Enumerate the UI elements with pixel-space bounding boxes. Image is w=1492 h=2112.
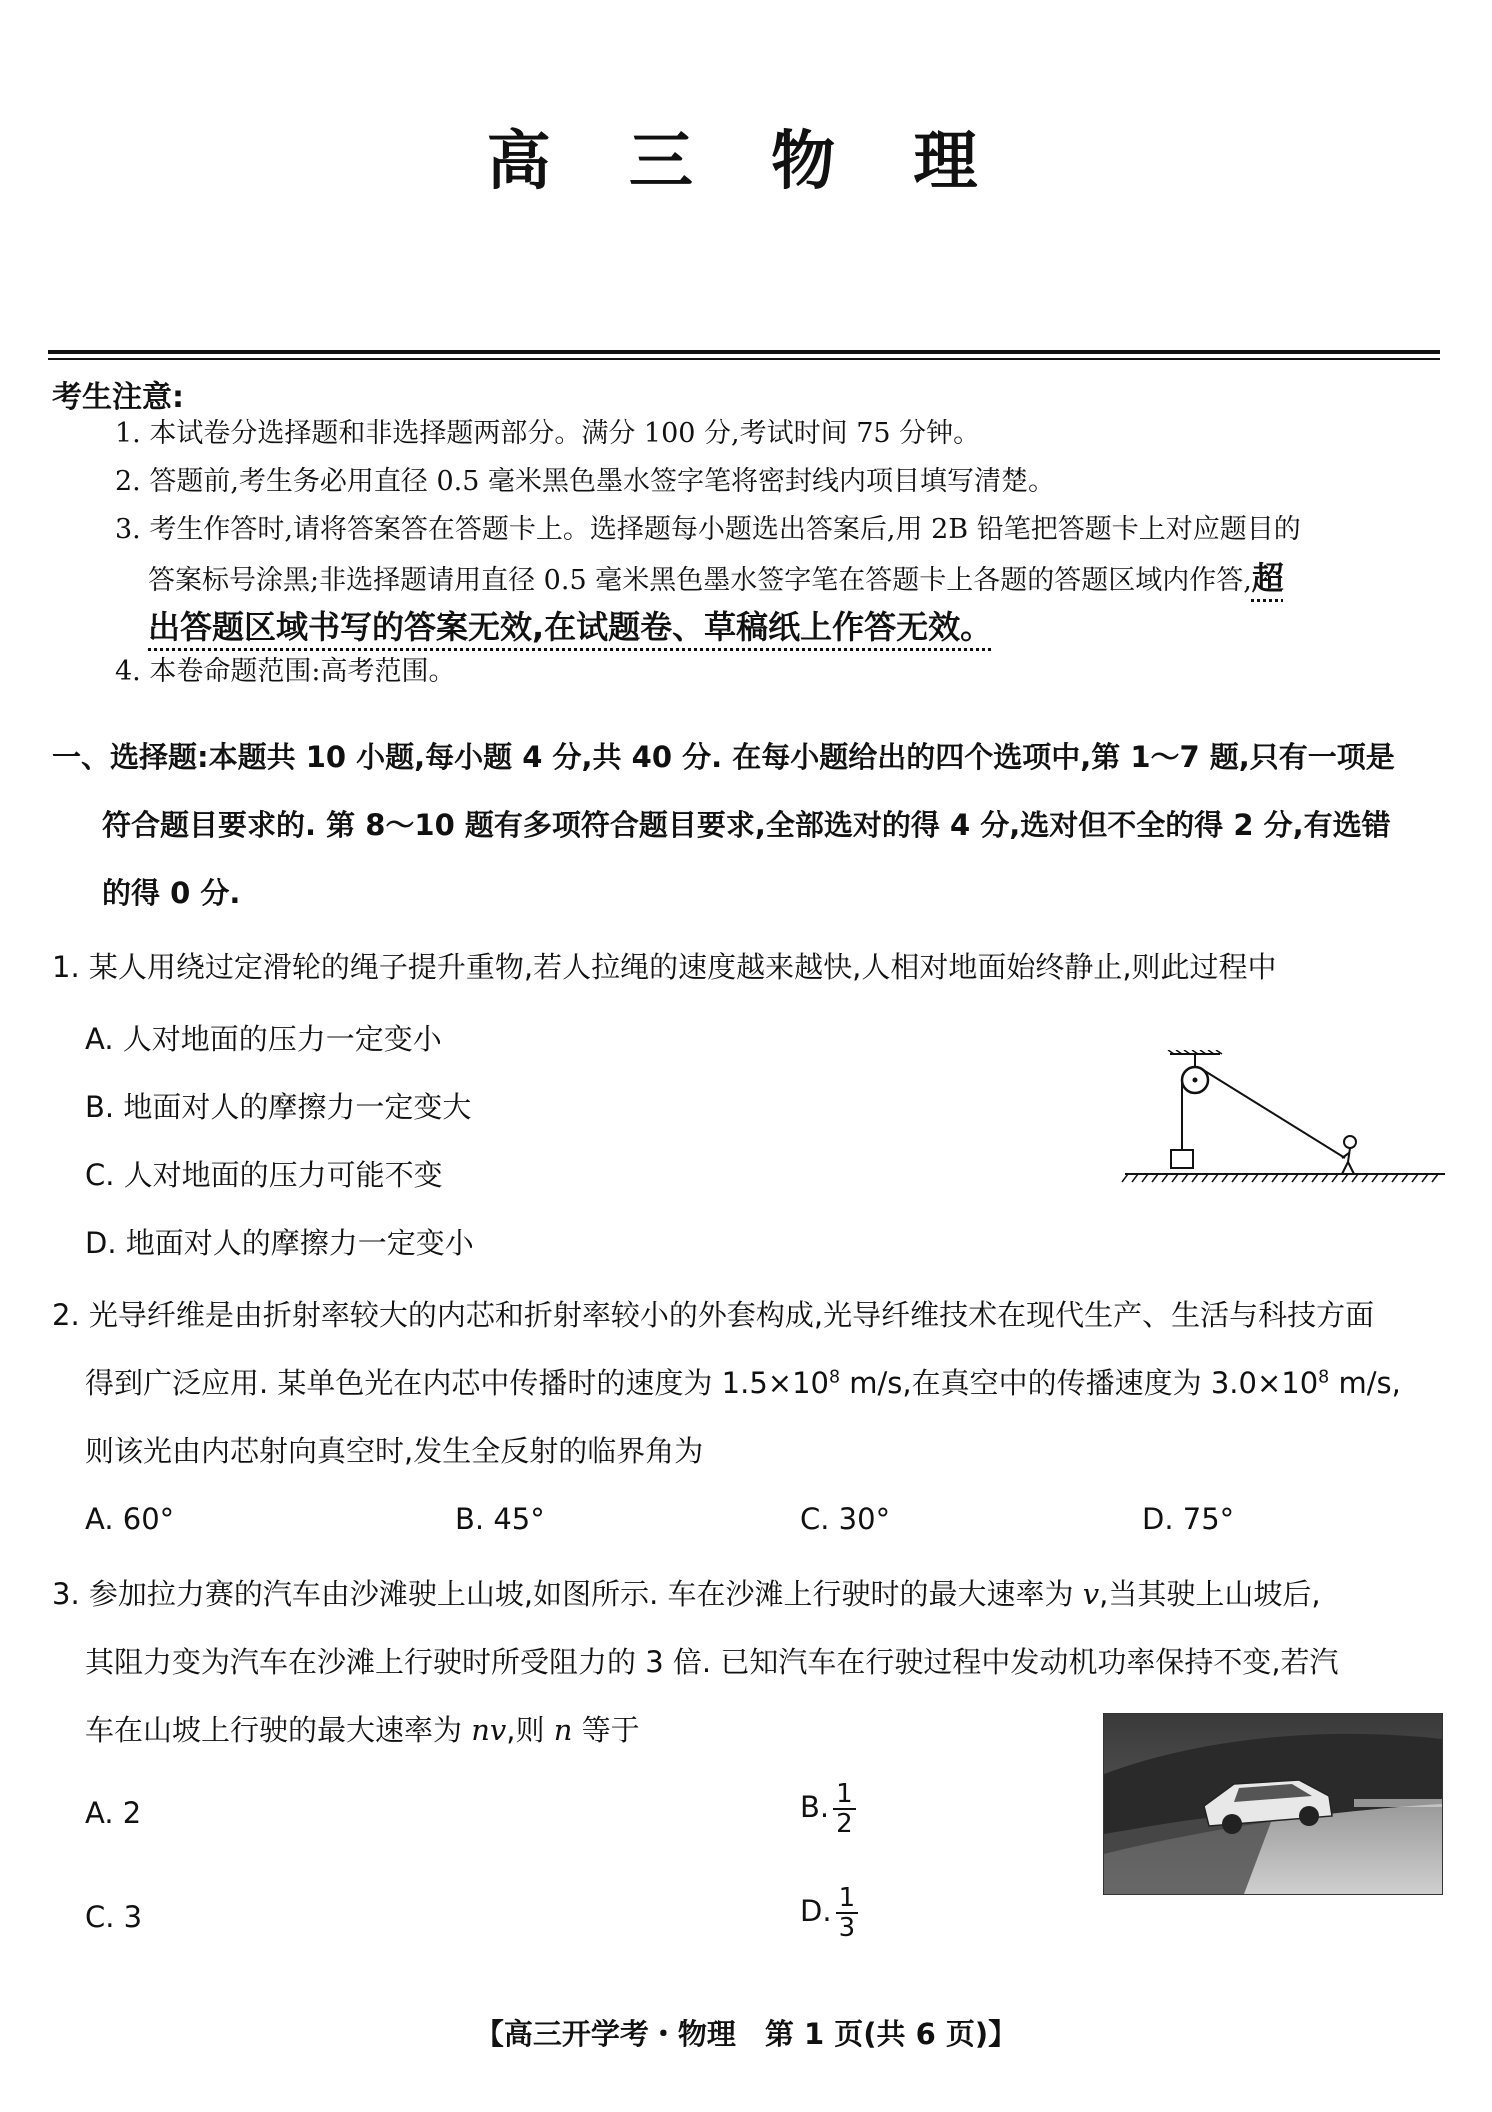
notice-item-2: 2. 答题前,考生务必用直径 0.5 毫米黑色墨水签字笔将密封线内项目填写清楚。: [115, 466, 1056, 497]
question-1-stem: 1. 某人用绕过定滑轮的绳子提升重物,若人拉绳的速度越来越快,人相对地面始终静止,则此过程中: [52, 950, 1277, 984]
header-rule-thin: [48, 358, 1440, 360]
notice-item-3-line-3: 出答题区域书写的答案无效,在试题卷、草稿纸上作答无效。: [148, 608, 993, 646]
question-3-option-d-label: D.: [800, 1894, 832, 1928]
notice-heading: 考生注意:: [52, 380, 184, 415]
question-3-line-1-part-b: ,当其驶上山坡后,: [1099, 1577, 1321, 1611]
question-3-var-v: v: [1082, 1577, 1100, 1611]
question-3-line-1-part-a: 3. 参加拉力赛的汽车由沙滩驶上山坡,如图所示. 车在沙滩上行驶时的最大速率为: [52, 1577, 1083, 1611]
notice-item-1: 1. 本试卷分选择题和非选择题两部分。满分 100 分,考试时间 75 分钟。: [115, 418, 981, 449]
fraction-denominator: 3: [838, 1913, 856, 1943]
question-3-line-3-part-a: 车在山坡上行驶的最大速率为: [85, 1713, 472, 1747]
fraction-denominator: 2: [836, 1809, 853, 1839]
fraction-numerator: 1: [836, 1884, 859, 1914]
question-3-option-d: [800, 1884, 858, 1942]
notice-item-3-line-2: [148, 554, 1284, 605]
fraction-numerator: 1: [833, 1780, 856, 1810]
pulley-diagram: [1120, 1050, 1450, 1190]
question-1-option-b: B. 地面对人的摩擦力一定变大: [85, 1090, 472, 1124]
notice-item-3-emphasis-start: 超: [1251, 559, 1284, 597]
question-1-option-c: C. 人对地面的压力可能不变: [85, 1158, 443, 1192]
question-3-line-2: 其阻力变为汽车在沙滩上行驶时所受阻力的 3 倍. 已知汽车在行驶过程中发动机功率保持不变,若汽: [85, 1645, 1339, 1679]
question-1-option-a: A. 人对地面的压力一定变小: [85, 1022, 442, 1056]
question-3-option-a: A. 2: [85, 1796, 142, 1830]
question-2-exponent-2: 8: [1318, 1367, 1330, 1388]
question-2-line-3: 则该光由内芯射向真空时,发生全反射的临界角为: [85, 1434, 704, 1468]
question-2-line-2-part-a: 得到广泛应用. 某单色光在内芯中传播时的速度为 1.5×10: [85, 1366, 829, 1400]
question-2-option-c: C. 30°: [800, 1502, 891, 1536]
page-title: 高 三 物 理: [486, 124, 1006, 199]
notice-item-4: 4. 本卷命题范围:高考范围。: [115, 656, 456, 687]
question-3-option-b: [800, 1780, 856, 1838]
car-on-slope-photo: [1103, 1713, 1443, 1895]
header-rule-thick: [48, 350, 1440, 354]
question-2-option-b: B. 45°: [455, 1502, 545, 1536]
question-2-line-1: 2. 光导纤维是由折射率较大的内芯和折射率较小的外套构成,光导纤维技术在现代生产、生活与科技方面: [52, 1298, 1375, 1332]
question-3-line-1: [52, 1572, 1321, 1613]
question-3-option-b-fraction: [833, 1780, 856, 1838]
question-2-line-2: [85, 1361, 1401, 1402]
question-3-option-d-fraction: [836, 1884, 859, 1942]
question-3-option-b-label: B.: [800, 1790, 830, 1824]
question-3-line-3: [85, 1708, 640, 1749]
weight-block: [1171, 1150, 1193, 1168]
person-head: [1344, 1136, 1356, 1148]
question-3-option-c: C. 3: [85, 1900, 143, 1934]
section-1-instruction-line-1: 一、选择题:本题共 10 小题,每小题 4 分,共 40 分. 在每小题给出的四个选项中,第 1～7 题,只有一项是: [52, 740, 1395, 774]
question-3-var-n: n: [553, 1713, 573, 1747]
question-2-line-2-part-b: m/s,在真空中的传播速度为 3.0×10: [840, 1366, 1319, 1400]
section-1-instruction-line-2: 符合题目要求的. 第 8～10 题有多项符合题目要求,全部选对的得 4 分,选对但不全的得 2 分,有选错: [102, 808, 1391, 842]
question-2-line-2-part-c: m/s,: [1329, 1366, 1401, 1400]
notice-item-3-line-2-text: 答案标号涂黑;非选择题请用直径 0.5 毫米黑色墨水签字笔在答题卡上各题的答题区域内作答,: [148, 565, 1252, 596]
question-2-option-a: A. 60°: [85, 1502, 175, 1536]
question-3-line-3-part-c: 等于: [572, 1713, 640, 1747]
question-2-option-d: D. 75°: [1142, 1502, 1235, 1536]
question-3-var-nv: nv: [471, 1713, 507, 1747]
question-3-line-3-part-b: ,则: [506, 1713, 554, 1747]
question-2-exponent-1: 8: [828, 1367, 841, 1388]
notice-item-3-line-1: 3. 考生作答时,请将答案答在答题卡上。选择题每小题选出答案后,用 2B 铅笔把答题卡上对应题目的: [115, 514, 1301, 545]
question-1-option-d: D. 地面对人的摩擦力一定变小: [85, 1226, 474, 1260]
page-footer: 【高三开学考・物理 第 1 页(共 6 页)】: [474, 2017, 1018, 2051]
section-1-instruction-line-3: 的得 0 分.: [102, 876, 241, 910]
